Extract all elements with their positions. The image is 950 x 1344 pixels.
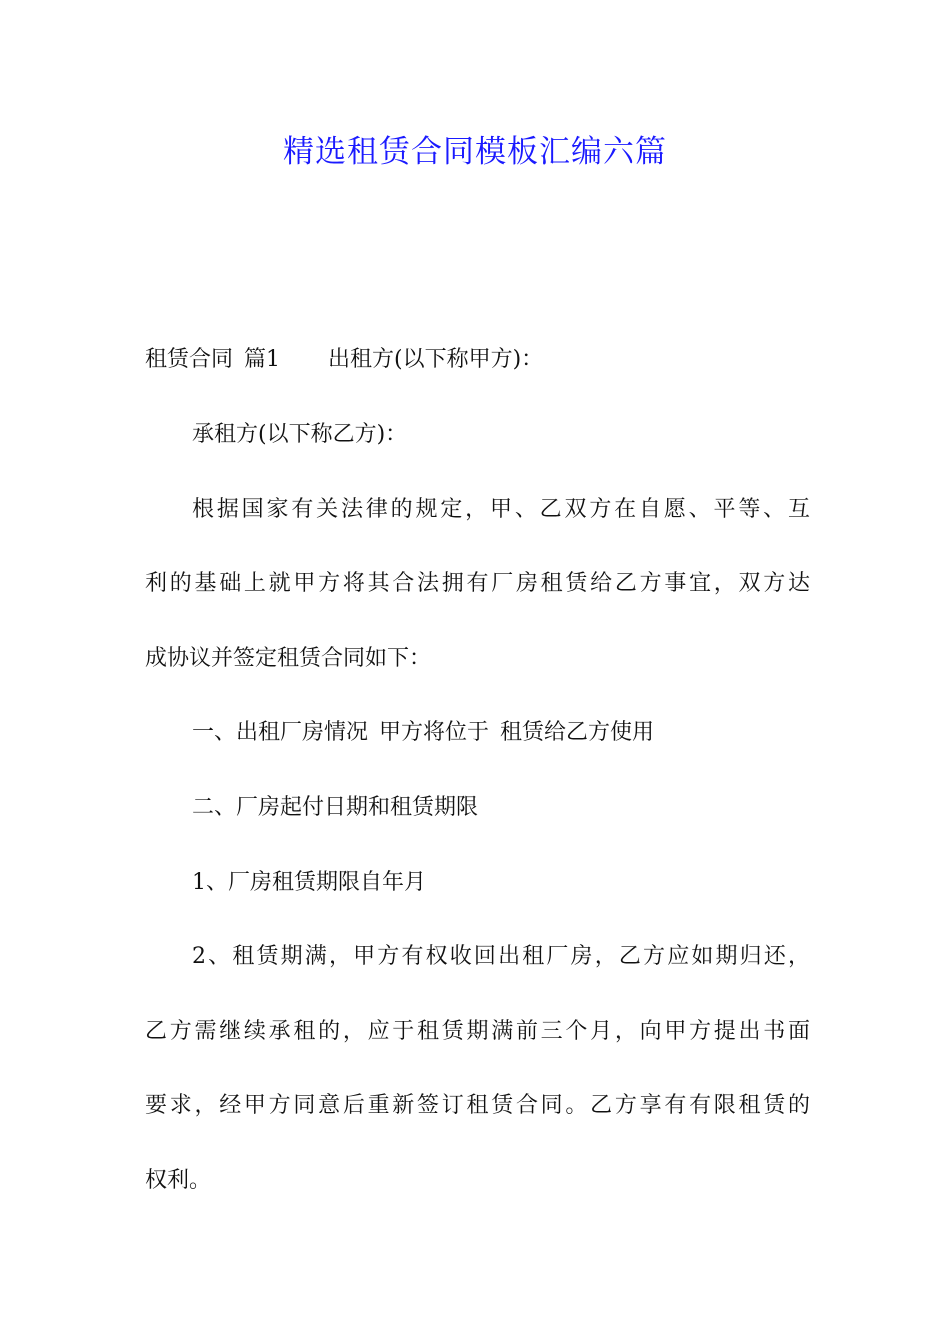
preamble-line-2: 利的基础上就甲方将其合法拥有厂房租赁给乙方事宜，双方达 (145, 571, 810, 596)
section-label: 租赁合同 (145, 347, 234, 372)
preamble-line-3: 成协议并签定租赁合同如下： (145, 646, 432, 671)
lessee-line: 承租方(以下称乙方)： (192, 422, 408, 447)
clause-1-text-b: 租赁给乙方使用 (500, 720, 655, 745)
lessor-line: 出租方(以下称甲方)： (328, 347, 544, 372)
section-number: 篇1 (244, 347, 281, 372)
clause-1-title: 一、出租厂房情况 (192, 720, 369, 745)
contract-heading-line (145, 345, 810, 375)
clause-1-text-a: 甲方将位于 (379, 720, 490, 745)
preamble-line-1: 根据国家有关法律的规定，甲、乙双方在自愿、平等、互 (192, 497, 810, 522)
item-2-line-3: 要求，经甲方同意后重新签订租赁合同。乙方享有有限租赁的 (145, 1093, 810, 1118)
document-title: 精选租赁合同模板汇编六篇 (283, 134, 667, 170)
item-2-line-2: 乙方需继续承租的，应于租赁期满前三个月，向甲方提出书面 (145, 1019, 810, 1044)
item-1: 1、厂房租赁期限自年月 (192, 870, 426, 895)
clause-1-line (192, 718, 810, 748)
clause-2-title: 二、厂房起付日期和租赁期限 (192, 795, 479, 820)
item-2-line-1: 2、租赁期满，甲方有权收回出租厂房，乙方应如期归还， (192, 944, 810, 969)
item-2-line-4: 权利。 (145, 1168, 212, 1193)
